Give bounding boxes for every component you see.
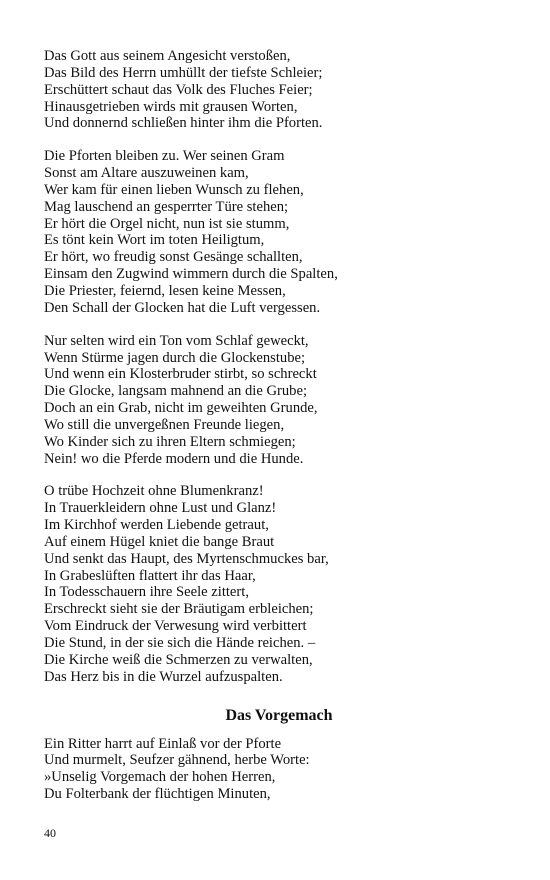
verse-line: Die Priester, feiernd, lesen keine Messen, bbox=[44, 282, 286, 299]
poem-title: Das Vorgemach bbox=[225, 706, 333, 724]
verse-line: Und donnernd schließen hinter ihm die Pforten. bbox=[44, 115, 323, 132]
verse-line: Wenn Stürme jagen durch die Glockenstube; bbox=[44, 349, 306, 366]
verse-line: Nein! wo die Pferde modern und die Hunde. bbox=[44, 450, 304, 467]
verse-line: Und wenn ein Klosterbruder stirbt, so schreckt bbox=[44, 366, 317, 383]
verse-line: Und murmelt, Seufzer gähnend, herbe Worte: bbox=[44, 752, 310, 769]
verse-line: Die Glocke, langsam mahnend an die Grube; bbox=[44, 383, 308, 400]
stanza-next-poem bbox=[44, 736, 514, 803]
stanza-2 bbox=[44, 148, 514, 316]
verse-line: Hinausgetrieben wirds mit grausen Worten, bbox=[44, 98, 298, 115]
verse-line: Die Pforten bleiben zu. Wer seinen Gram bbox=[44, 148, 285, 165]
verse-line: Das Gott aus seinem Angesicht verstoßen, bbox=[44, 48, 291, 64]
verse-line: Auf einem Hügel kniet die bange Braut bbox=[44, 533, 275, 550]
page-number: 40 bbox=[44, 826, 56, 840]
verse-line: Vom Eindruck der Verwesung wird verbittert bbox=[44, 618, 307, 635]
verse-line: In Grabeslüften flattert ihr das Haar, bbox=[44, 567, 256, 584]
verse-line: Er hört die Orgel nicht, nun ist sie stumm, bbox=[44, 215, 290, 232]
verse-line: Das Herz bis in die Wurzel aufzuspalten. bbox=[44, 668, 283, 685]
stanza-1 bbox=[44, 48, 514, 132]
verse-line: Den Schall der Glocken hat die Luft vergessen. bbox=[44, 299, 321, 316]
verse-line: Und senkt das Haupt, des Myrtenschmuckes bar, bbox=[44, 550, 329, 567]
page-body bbox=[44, 48, 514, 819]
stanza-4 bbox=[44, 483, 514, 685]
verse-line: Die Stund, in der sie sich die Hände reichen. – bbox=[44, 635, 316, 651]
verse-line: Das Bild des Herrn umhüllt der tiefste Schleier; bbox=[44, 64, 323, 81]
verse-line: Im Kirchhof werden Liebende getraut, bbox=[44, 517, 269, 534]
verse-line: In Trauerkleidern ohne Lust und Glanz! bbox=[44, 500, 277, 517]
verse-line: Wo Kinder sich zu ihren Eltern schmiegen; bbox=[44, 433, 296, 450]
verse-line: Doch an ein Grab, nicht im geweihten Grunde, bbox=[44, 400, 318, 417]
verse-line: Einsam den Zugwind wimmern durch die Spalten, bbox=[44, 266, 338, 283]
stanza-3 bbox=[44, 333, 514, 468]
verse-line: O trübe Hochzeit ohne Blumenkranz! bbox=[44, 483, 264, 500]
verse-line: Es tönt kein Wort im toten Heiligtum, bbox=[44, 232, 265, 249]
verse-line: Er hört, wo freudig sonst Gesänge schallten, bbox=[44, 249, 303, 266]
verse-line: Erschreckt sieht sie der Bräutigam erbleichen; bbox=[44, 601, 314, 618]
verse-line: Wo still die unvergeßnen Freunde liegen, bbox=[44, 416, 285, 433]
verse-line: Mag lauschend an gesperrter Türe stehen; bbox=[44, 198, 289, 215]
verse-line: Ein Ritter harrt auf Einlaß vor der Pforte bbox=[44, 735, 282, 752]
verse-line: In Todesschauern ihre Seele zittert, bbox=[44, 584, 249, 601]
verse-line: Wer kam für einen lieben Wunsch zu flehen, bbox=[44, 181, 304, 198]
verse-line: Erschüttert schaut das Volk des Fluches Feier; bbox=[44, 81, 313, 98]
verse-line: »Unselig Vorgemach der hohen Herren, bbox=[44, 769, 276, 786]
verse-line: Sonst am Altare auszuweinen kam, bbox=[44, 165, 249, 182]
verse-line: Du Folterbank der flüchtigen Minuten, bbox=[44, 786, 271, 803]
verse-line: Die Kirche weiß die Schmerzen zu verwalten, bbox=[44, 651, 313, 668]
verse-line: Nur selten wird ein Ton vom Schlaf geweckt, bbox=[44, 332, 309, 349]
